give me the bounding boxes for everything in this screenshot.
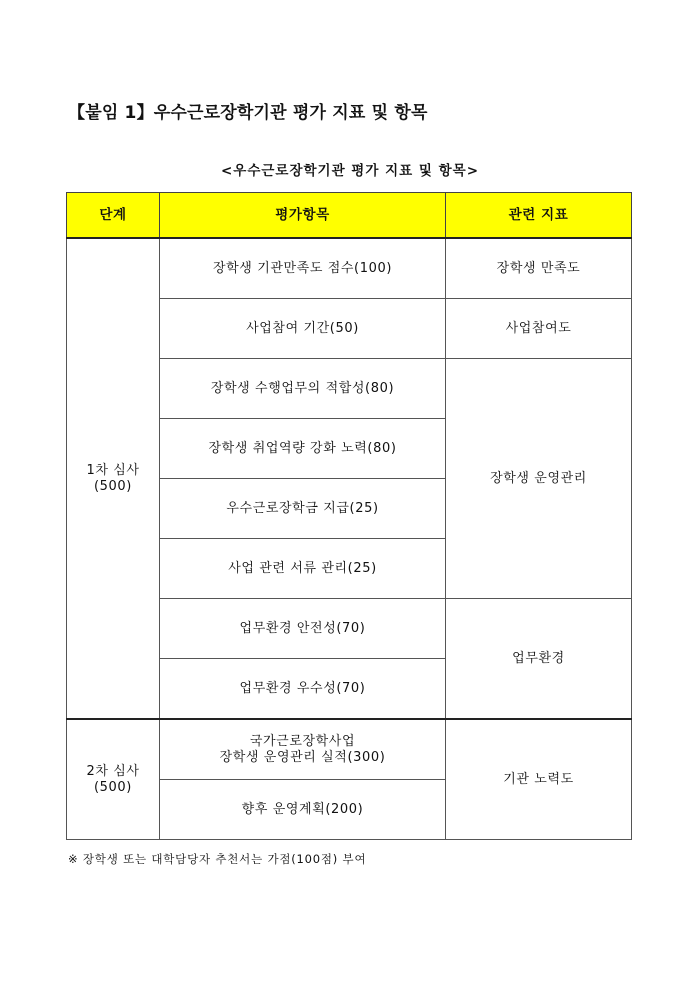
item-line: 장학생 운영관리 실적(300): [219, 749, 386, 765]
indicator-cell: 장학생 만족도: [446, 238, 632, 299]
item-cell: 장학생 수행업무의 적합성(80): [160, 359, 446, 419]
table-row: [67, 719, 632, 780]
item-cell: 사업 관련 서류 관리(25): [160, 539, 446, 599]
item-cell: 업무환경 안전성(70): [160, 599, 446, 659]
indicator-cell: 장학생 운영관리: [446, 359, 632, 599]
stage2-name: 2차 심사: [86, 763, 140, 779]
footnote: ※ 장학생 또는 대학담당자 추천서는 가점(100점) 부여: [68, 852, 367, 866]
stage2-cell: [67, 719, 160, 840]
indicator-cell: 기관 노력도: [446, 719, 632, 840]
page-title: 【붙임 1】우수근로장학기관 평가 지표 및 항목: [68, 103, 428, 123]
stage2-points: (500): [94, 779, 132, 795]
item-cell: 사업참여 기간(50): [160, 299, 446, 359]
item-cell: 향후 운영계획(200): [160, 780, 446, 840]
header-indicator: 관련 지표: [446, 193, 632, 239]
item-cell: 우수근로장학금 지급(25): [160, 479, 446, 539]
indicator-cell: 업무환경: [446, 599, 632, 720]
header-item: 평가항목: [160, 193, 446, 239]
item-cell: 장학생 취업역량 강화 노력(80): [160, 419, 446, 479]
stage1-name: 1차 심사: [86, 462, 140, 478]
table-row: [67, 238, 632, 299]
item-cell: 업무환경 우수성(70): [160, 659, 446, 720]
header-stage: 단계: [67, 193, 160, 239]
table-caption: <우수근로장학기관 평가 지표 및 항목>: [220, 163, 480, 179]
table-header-row: [67, 193, 632, 239]
evaluation-table: [66, 192, 632, 840]
item-cell: 장학생 기관만족도 점수(100): [160, 238, 446, 299]
stage1-points: (500): [94, 478, 132, 494]
indicator-cell: 사업참여도: [446, 299, 632, 359]
item-cell: [160, 719, 446, 780]
item-line: 국가근로장학사업: [249, 733, 356, 749]
stage1-cell: [67, 238, 160, 719]
